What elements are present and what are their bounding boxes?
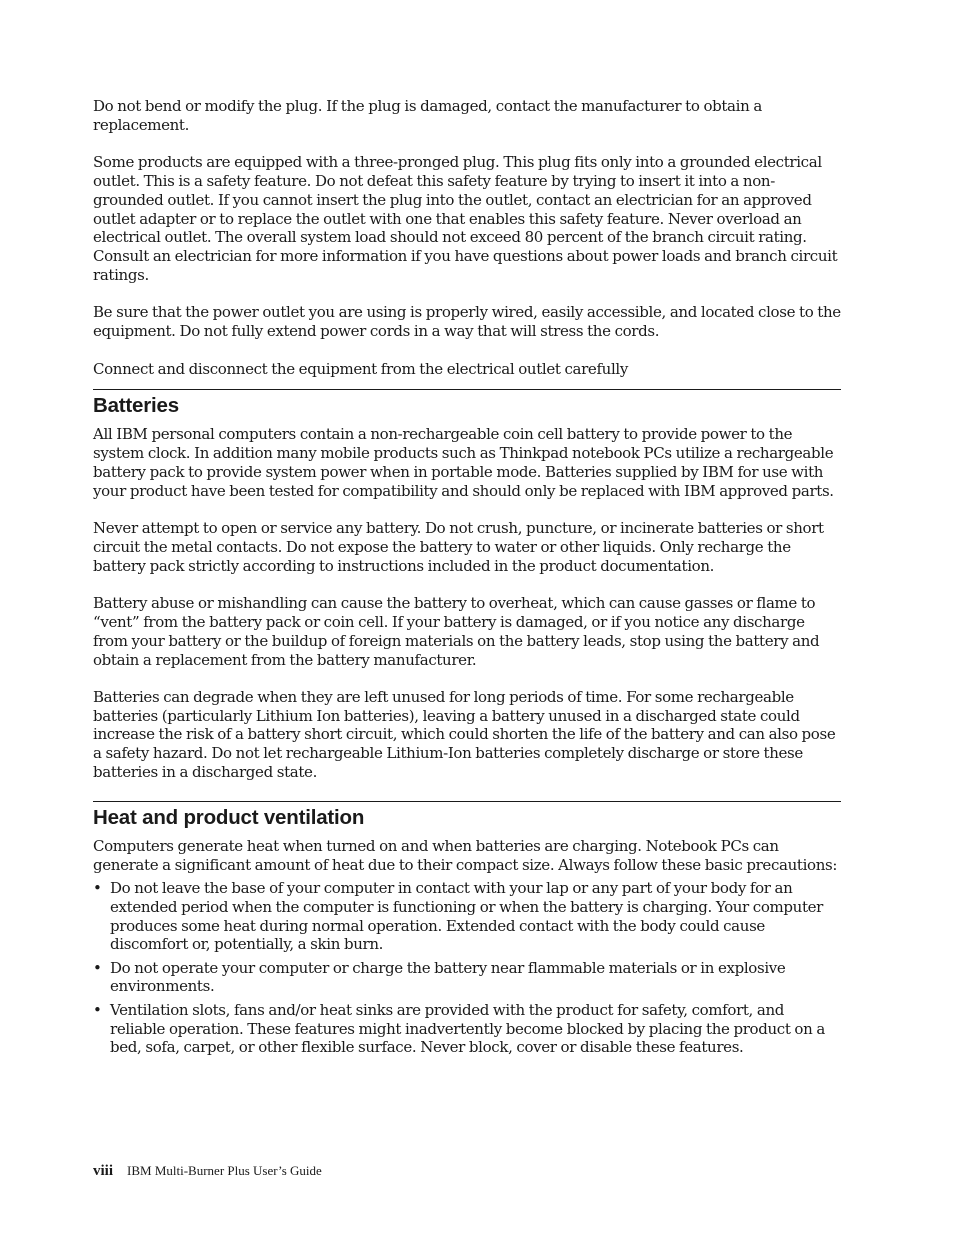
bullet-glyph: •	[93, 958, 102, 977]
bullet-glyph: •	[93, 878, 102, 897]
batteries-paragraph-2: Never attempt to open or service any battery. Do not crush, puncture, or incinerate batteries or short circuit the metal contacts. Do not expose the battery to water or other liquids. Only recharge the battery pack strictly according to instructions included in the product documentation.	[93, 519, 824, 575]
heat-section	[93, 801, 841, 1057]
list-item-text: Do not leave the base of your computer in contact with your lap or any part of your body for an extended period when the computer is functioning or when the battery is charging. Your computer produces some heat during normal operation. Extended contact with the body could cause discomfort or, potentially, a skin burn.	[110, 878, 823, 954]
precautions-list	[93, 879, 841, 1057]
batteries-section	[93, 389, 841, 782]
heat-heading: Heat and product ventilation	[93, 805, 365, 829]
batteries-paragraph-4: Batteries can degrade when they are left unused for long periods of time. For some rechargeable batteries (particularly Lithium Ion batteries), leaving a battery unused in a discharged state could increase the risk of a battery short circuit, which could shorten the life of the battery and can also pose a safety hazard. Do not let rechargeable Lithium-Ion batteries completely discharge or store these batteries in a discharged state.	[93, 687, 836, 782]
batteries-paragraph-3: Battery abuse or mishandling can cause the battery to overheat, which can cause gasses or flame to “vent” from the battery pack or coin cell. If your battery is damaged, or if you notice any discharge from your battery or the buildup of foreign materials on the battery leads, stop using the battery and obtain a replacement from the battery manufacturer.	[93, 594, 820, 669]
batteries-heading: Batteries	[93, 394, 179, 418]
power-outlet-paragraph: Be sure that the power outlet you are using is properly wired, easily accessible, and located close to the equipment. Do not fully extend power cords in a way that will stress the cords.	[93, 303, 841, 341]
list-item	[93, 959, 841, 997]
page-footer	[93, 1162, 322, 1180]
page-number: viii	[93, 1163, 114, 1179]
batteries-section-rule	[93, 389, 841, 390]
plug-damage-paragraph: Do not bend or modify the plug. If the plug is damaged, contact the manufacturer to obtain a replacement.	[93, 97, 762, 134]
batteries-paragraph-1: All IBM personal computers contain a non-rechargeable coin cell battery to provide power to the system clock. In addition many mobile products such as Thinkpad notebook PCs utilize a rechargeable battery pack to provide system power when in portable mode. Batteries supplied by IBM for use with your product have been tested for compatibility and should only be replaced with IBM approved parts.	[93, 425, 834, 500]
list-item-text: Do not operate your computer or charge the battery near flammable materials or in explosive environments.	[110, 958, 786, 996]
bullet-glyph: •	[93, 1000, 102, 1019]
list-item	[93, 879, 841, 954]
list-item	[93, 1001, 841, 1057]
list-item-text: Ventilation slots, fans and/or heat sinks are provided with the product for safety, comfort, and reliable operation. These features might inadvertently become blocked by placing the product on a bed, sofa, carpet, or other flexible surface. Never block, cover or disable these features.	[110, 1000, 825, 1057]
three-pronged-plug-paragraph: Some products are equipped with a three-pronged plug. This plug fits only into a grounded electrical outlet. This is a safety feature. Do not defeat this safety feature by trying to insert it into a non-grounded outlet. If you cannot insert the plug into the outlet, contact an electrician for an approved outlet adapter or to replace the outlet with one that enables this safety feature. Never overload an electrical outlet. The overall system load should not exceed 80 percent of the branch circuit rating. Consult an electrician for more information if you have questions about power loads and branch circuit ratings.	[93, 153, 838, 284]
heat-section-rule	[93, 801, 841, 802]
connect-disconnect-paragraph: Connect and disconnect the equipment from the electrical outlet carefully	[93, 359, 628, 378]
heat-intro-paragraph: Computers generate heat when turned on and when batteries are charging. Notebook PCs can generate a significant amount of heat due to their compact size. Always follow these basic precautions:	[93, 836, 838, 874]
document-page	[93, 97, 841, 1057]
guide-title: IBM Multi-Burner Plus User’s Guide	[127, 1163, 322, 1178]
